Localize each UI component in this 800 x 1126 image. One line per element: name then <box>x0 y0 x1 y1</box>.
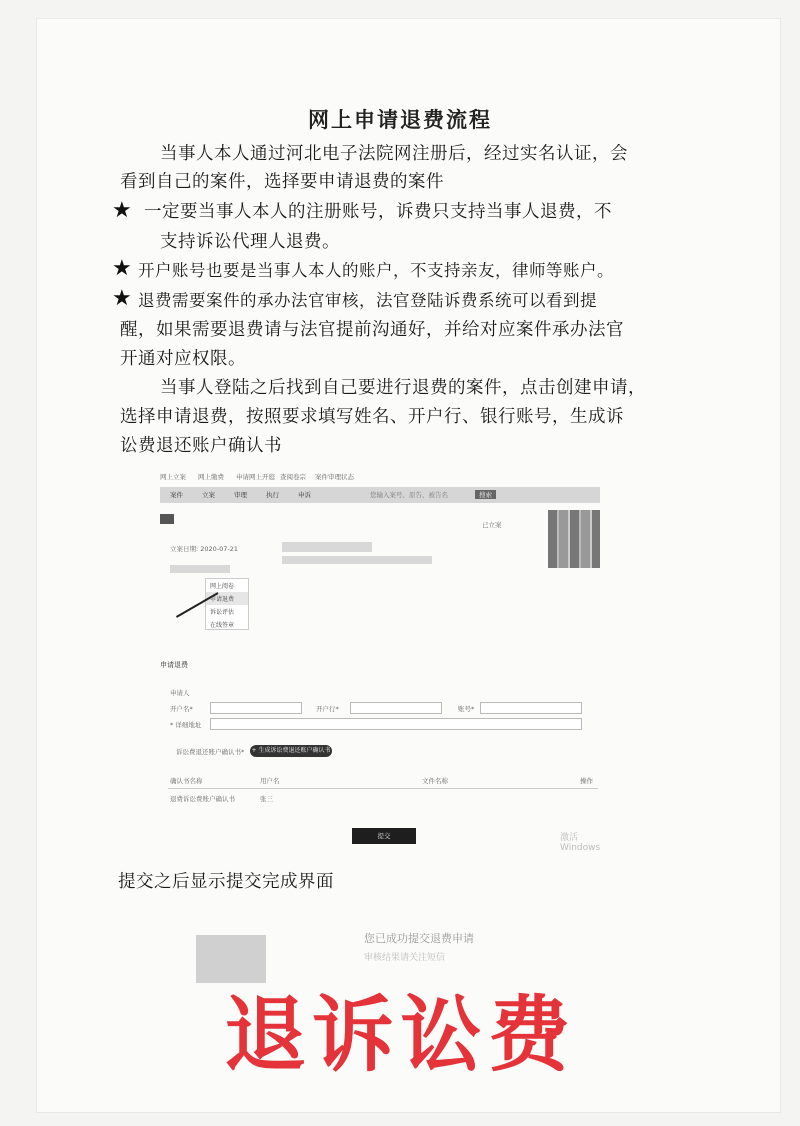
embedded-screenshot <box>140 470 610 860</box>
bullet-1-line-1: 一定要当事人本人的注册账号，诉费只支持当事人退费，不 <box>144 202 612 222</box>
nav-tab[interactable]: 申诉 <box>298 491 311 499</box>
success-message: 您已成功提交退费申请 <box>364 932 474 945</box>
nav-tab[interactable]: 案件 <box>170 491 183 499</box>
nav-tab[interactable]: 执行 <box>266 491 279 499</box>
table-cell: 张三 <box>260 795 273 803</box>
intro-line-2: 看到自己的案件，选择要申请退费的案件 <box>120 172 444 192</box>
bullet-1-line-2: 支持诉讼代理人退费。 <box>160 232 340 252</box>
address-field[interactable] <box>210 718 582 730</box>
bullet-2-line-1: 开户账号也要是当事人本人的账户，不支持亲友，律师等账户。 <box>138 261 614 280</box>
redacted-info <box>282 542 372 552</box>
top-icon-label[interactable]: 申请网上开庭 <box>236 473 275 481</box>
table-divider <box>168 788 598 789</box>
document-title: 网上申请退费流程 <box>308 107 492 132</box>
form-title: 申请退费 <box>160 661 188 669</box>
top-icon-label[interactable]: 网上缴费 <box>198 473 224 481</box>
redacted-info <box>282 556 432 564</box>
menu-item[interactable]: 在线签章 <box>210 622 235 629</box>
case-tag <box>160 514 174 524</box>
bank-name-label: 开户名* <box>170 705 193 713</box>
address-label: * 详细地址 <box>170 721 202 729</box>
bullet-3-line-3: 开通对应权限。 <box>120 349 246 369</box>
menu-item[interactable]: 诉讼评估 <box>210 609 235 616</box>
top-icon-label[interactable]: 案件审理状态 <box>315 473 354 481</box>
bank-name-field[interactable] <box>210 702 302 714</box>
table-cell[interactable]: 退费诉讼费账户确认书 <box>170 795 235 803</box>
bank-branch-label: 开户行* <box>316 705 339 713</box>
table-header: 操作 <box>580 777 593 785</box>
intro-line-1: 当事人本人通过河北电子法院网注册后，经过实名认证，会 <box>160 144 628 164</box>
generate-confirmation-button[interactable]: + 生成诉讼费退还账户确认书 <box>250 745 332 757</box>
top-icon-label[interactable]: 查阅卷宗 <box>280 473 306 481</box>
step-line-1: 当事人登陆之后找到自己要进行退费的案件，点击创建申请， <box>160 378 646 398</box>
bullet-3-line-1: 退费需要案件的承办法官审核，法官登陆诉费系统可以看到提 <box>138 291 597 310</box>
success-submessage: 审核结果请关注短信 <box>364 953 446 963</box>
search-button[interactable]: 搜索 <box>475 490 496 499</box>
star-icon: ★ <box>112 286 132 311</box>
table-header: 确认书名称 <box>170 777 203 785</box>
action-menu <box>205 578 249 630</box>
case-date: 立案日期: 2020-07-21 <box>170 545 239 553</box>
status-badge: 已立案 <box>482 521 502 529</box>
step-line-2: 选择申请退费，按照要求填写姓名、开户行、银行账号，生成诉 <box>120 407 624 427</box>
confirm-label: 诉讼费退还账户确认书* <box>176 748 245 756</box>
applicant-label: 申请人 <box>170 689 190 697</box>
table-header: 用户名 <box>260 777 280 785</box>
after-submit-caption: 提交之后显示提交完成界面 <box>118 872 334 892</box>
star-icon: ★ <box>112 256 132 281</box>
top-icon-label[interactable]: 网上立案 <box>160 473 186 481</box>
nav-tab[interactable]: 立案 <box>202 491 215 499</box>
bank-branch-field[interactable] <box>350 702 442 714</box>
star-icon: ★ <box>112 198 132 223</box>
pixelated-region <box>548 510 600 568</box>
bullet-3-line-2: 醒，如果需要退费请与法官提前沟通好，并给对应案件承办法官 <box>120 320 624 340</box>
account-field[interactable] <box>480 702 582 714</box>
os-watermark: 激活 Windows <box>560 833 601 853</box>
submit-button[interactable]: 提交 <box>352 828 416 844</box>
overlay-caption: 退诉讼费 <box>223 988 576 1083</box>
redacted-info <box>170 565 230 573</box>
search-input[interactable]: 您输入案号、原告、被告名 <box>370 491 448 499</box>
step-line-3: 讼费退还账户确认书 <box>120 436 282 456</box>
table-header: 文件名称 <box>422 777 448 785</box>
nav-tab[interactable]: 审理 <box>234 491 247 499</box>
account-label: 账号* <box>458 705 475 713</box>
menu-item-refund[interactable]: 申请退费 <box>206 592 248 605</box>
menu-item[interactable]: 网上阅卷 <box>210 583 235 590</box>
